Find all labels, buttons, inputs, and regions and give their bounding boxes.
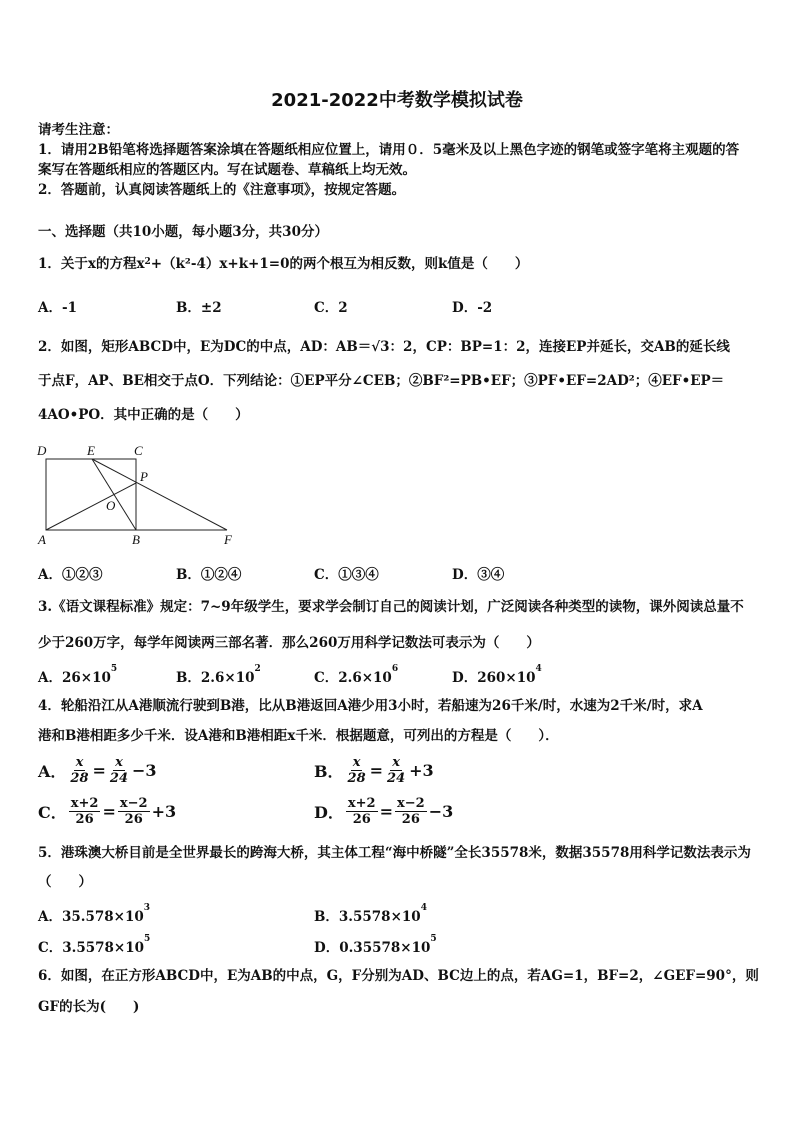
q2-option-d: D．③④ <box>452 567 505 583</box>
q3-line-2: 少于260万字，每学年阅读两三部名著．那么260万用科学记数法可表示为（ ） <box>38 635 540 651</box>
q2-option-a: A．①②③ <box>38 567 103 583</box>
q2-option-c: C．①③④ <box>314 567 379 583</box>
q2-line-1: 2．如图，矩形ABCD中，E为DC的中点，AD：AB＝√3：2，CP：BP=1：2，连接EP并延长，交AB的延长线 <box>38 339 730 355</box>
q3-option-d: D．$260\times 10^4$ <box>452 664 542 686</box>
q4-line-2: 港和B港相距多少千米．设A港和B港相距x千米．根据题意，可列出的方程是（ ）． <box>38 728 559 744</box>
q2-figure <box>34 440 244 550</box>
line-ef <box>92 459 227 530</box>
q5-option-b: B．$3.5578\times 10^4$ <box>314 903 427 925</box>
rectangle-abcd <box>46 459 136 530</box>
q1-stem-b: +（k²-4）x+k+1=0的两个根互为相反数，则k值是（ ） <box>150 256 529 272</box>
q2-line-2: 于点F，AP、BE相交于点O．下列结论：①EP平分∠CEB；②BF²=PB•EF；③PF•EF=2AD²；④EF•EP＝ <box>38 373 725 389</box>
page-title: 2021-2022中考数学模拟试卷 <box>271 90 523 111</box>
q4-line-1: 4．轮船沿江从A港顺流行驶到B港，比从B港返回A港少用3小时，若船速为26千米/时，水速为2千米/时，求A <box>38 698 703 714</box>
q1-stem <box>38 255 528 273</box>
q1-option-d: D．-2 <box>452 300 493 316</box>
label-e: E <box>87 443 95 458</box>
q1-option-a: A．-1 <box>38 300 77 316</box>
q1-option-c: C．2 <box>314 300 348 316</box>
q2-line-3: 4AO•PO．其中正确的是（ ） <box>38 407 249 423</box>
label-f: F <box>224 532 232 547</box>
q5-option-a: A．$35.578\times 10^3$ <box>38 903 151 925</box>
q5-option-d: D．$0.35578\times 10^5$ <box>314 934 437 956</box>
q3-option-a: A．$26\times 10^5$ <box>38 664 118 686</box>
notice-line-2: 案写在答题纸相应的答题区内。写在试题卷、草稿纸上均无效。 <box>38 162 416 178</box>
label-o: O <box>106 498 116 513</box>
q3-option-b: B．$2.6\times 10^2$ <box>176 664 261 686</box>
notice-heading: 请考生注意： <box>38 122 119 138</box>
q6-line-2: GF的长为( ) <box>38 999 140 1015</box>
q1-stem-sup: 2 <box>144 257 151 267</box>
q3-option-c: C．$2.6\times 10^6$ <box>314 664 399 686</box>
label-c: C <box>134 443 143 458</box>
q4-option-c: C． $\frac{x+2}{26}$ = $\frac{x-2}{26}$ +3 <box>38 796 177 827</box>
q1-stem-a: 1．关于x的方程x <box>38 256 145 272</box>
q4-option-b: B． $\frac{x}{28}$ = $\frac{x}{24}$ +3 <box>314 755 434 786</box>
q4-option-d: D． $\frac{x+2}{26}$ = $\frac{x-2}{26}$ −3 <box>314 796 454 827</box>
line-ap <box>46 483 136 530</box>
label-b: B <box>132 532 140 547</box>
label-a: A <box>38 532 46 547</box>
label-d: D <box>37 443 47 458</box>
notice-line-3: 2．答题前，认真阅读答题纸上的《注意事项》，按规定答题。 <box>38 182 406 198</box>
q2-option-b: B．①②④ <box>176 567 242 583</box>
q5-line-1: 5．港珠澳大桥目前是全世界最长的跨海大桥，其主体工程“海中桥隧”全长35578米，数据35578用科学记数法表示为 <box>38 845 751 861</box>
q3-line-1: 3.《语文课程标准》规定：7~9年级学生，要求学会制订自己的阅读计划，广泛阅读各种类型的读物，课外阅读总量不 <box>38 599 744 615</box>
q6-line-1: 6．如图，在正方形ABCD中，E为AB的中点，G，F分别为AD、BC边上的点，若AG=1，BF=2，∠GEF=90°，则 <box>38 968 759 984</box>
label-p: P <box>140 469 148 484</box>
q4-option-a: A． $\frac{x}{28}$ = $\frac{x}{24}$ −3 <box>38 755 157 786</box>
q1-option-b: B．±2 <box>176 300 222 316</box>
q5-option-c: C．$3.5578\times 10^5$ <box>38 934 151 956</box>
notice-line-1: 1．请用2B铅笔将选择题答案涂填在答题纸相应位置上，请用０．5毫米及以上黑色字迹的钢笔或签字笔将主观题的答 <box>38 142 740 158</box>
section-heading: 一、选择题（共10小题，每小题3分，共30分） <box>38 224 328 240</box>
q5-line-2: （ ） <box>38 874 92 890</box>
